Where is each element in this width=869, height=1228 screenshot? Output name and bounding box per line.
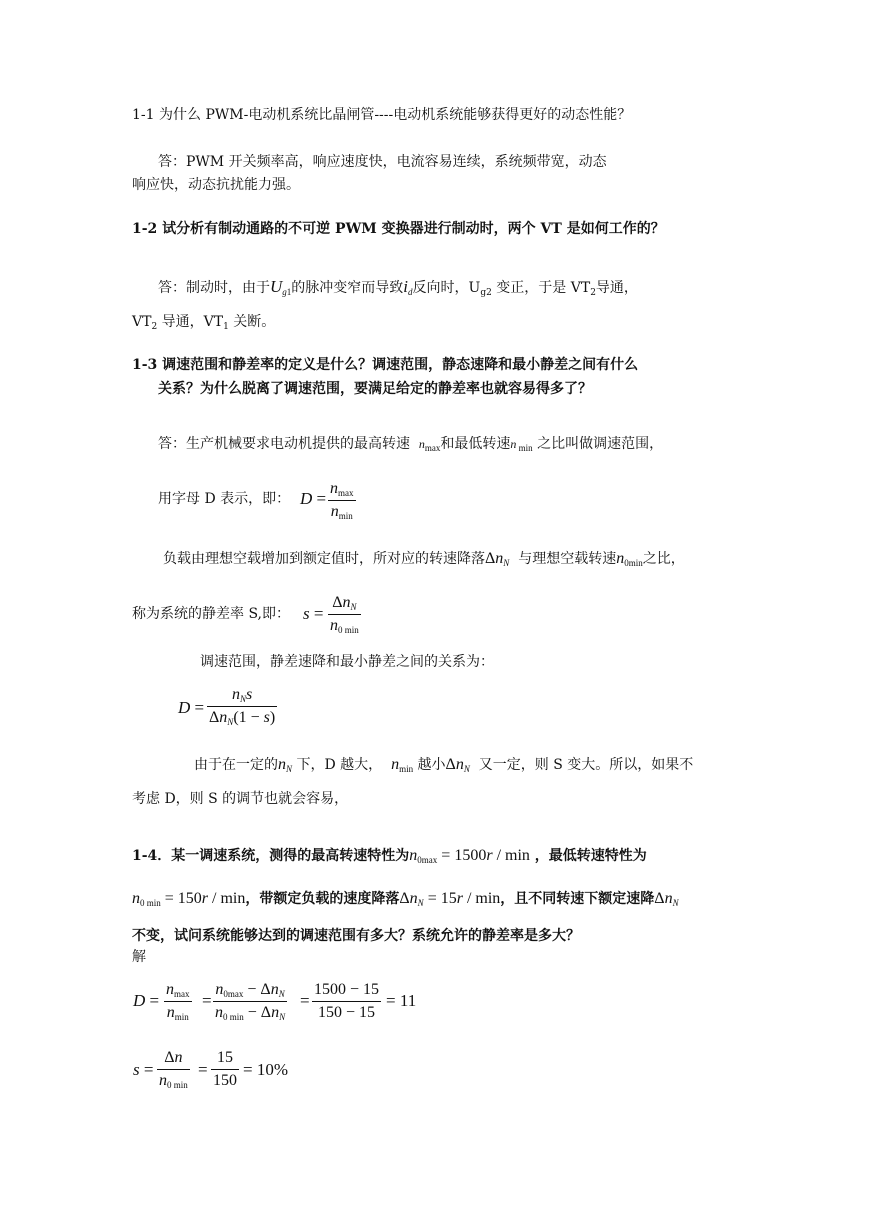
sol-D-frac2: $n_{0max} - \Delta n_N$ $n_{0 min} - \Delta n_N$ bbox=[215, 981, 286, 1022]
q3-answer-line6: 由于在一定的$n_N$ 下，D 越大， $n_{min}$ 越小$\Delta n_N$ 又一定，则 S 变大。所以，如果不 bbox=[194, 756, 694, 774]
q3-title-line1: 1-3 调速范围和静差率的定义是什么？调速范围，静态速降和最小静差之间有什么 bbox=[132, 357, 639, 373]
eq-relation-fraction: $n_Ns$ $\Delta n_N(1 - s)$ bbox=[209, 686, 276, 727]
sol-D-lhs: D = bbox=[133, 991, 160, 1010]
q3-answer-line4: 称为系统的静差率 S,即： bbox=[132, 606, 290, 622]
eq-D-fraction: $n_{max}$ $n_{min}$ bbox=[330, 480, 354, 521]
sol-s-frac1: Δn $n_{0 min}$ bbox=[159, 1049, 188, 1090]
q3-answer-line2: 用字母 D 表示，即： bbox=[158, 491, 291, 507]
q3-answer-line5: 调速范围，静差速降和最小静差之间的关系为： bbox=[200, 654, 494, 670]
q1-answer-line1: 答：PWM 开关频率高，响应速度快，电流容易连续，系统频带宽，动态 bbox=[158, 154, 607, 170]
q2-answer-line2: $VT_2$ 导通，$VT_1$ 关断。 bbox=[132, 314, 276, 332]
q2-title: 1-2 试分析有制动通路的不可逆 PWM 变换器进行制动时，两个 VT 是如何工作的？ bbox=[132, 221, 665, 237]
sol-D-result: = 11 bbox=[386, 991, 417, 1010]
q4-title-line2: $n_{0 min} = 150r / \min$，带额定负载的速度降落$\Delta n_N = 15r / \min$，且不同转速下额定速降$\Delta n_N$ bbox=[132, 890, 679, 908]
q4-solution-label: 解 bbox=[132, 949, 146, 965]
sol-D-frac3: 1500 − 15 150 − 15 bbox=[314, 981, 380, 1021]
q1-title: 1-1 为什么 PWM-电动机系统比晶闸管----电动机系统能够获得更好的动态性能？ bbox=[132, 107, 632, 123]
eq-s-lhs: s = bbox=[303, 604, 324, 623]
sol-D-eq2: = bbox=[300, 991, 310, 1010]
sol-s-eq1: = bbox=[198, 1060, 208, 1079]
q3-answer-line3: 负载由理想空载增加到额定值时，所对应的转速降落$\Delta n_N$ 与理想空载转速$n_{0min}$之比， bbox=[163, 550, 685, 568]
q1-answer-line2: 响应快，动态抗扰能力强。 bbox=[132, 177, 300, 193]
eq-D-lhs: D = bbox=[300, 489, 327, 508]
q4-title-line1: 1-4．某一调速系统，测得的最高转速特性为$n_{0max} = 1500r / \min$ ，最低转速特性为 bbox=[132, 847, 647, 865]
eq-s-fraction: $\Delta n_N$ $n_{0 min}$ bbox=[330, 594, 359, 635]
q4-title-line3: 不变，试问系统能够达到的调速范围有多大？系统允许的静差率是多大？ bbox=[132, 928, 580, 944]
q3-title-line2: 关系？为什么脱离了调速范围，要满足给定的静差率也就容易得多了？ bbox=[158, 381, 592, 397]
q2-answer-line1: 答：制动时，由于$U_{g1}$的脉冲变窄而导致$i_d$反向时，$U_{g2}$ 变正，于是 $VT_2$导通， bbox=[158, 277, 638, 298]
sol-s-lhs: s = bbox=[133, 1060, 154, 1079]
sol-D-frac1: $n_{max}$ $n_{min}$ bbox=[166, 981, 190, 1022]
q3-answer-line1: 答：生产机械要求电动机提供的最高转速 $n_{max}$和最低转速n $_{min}$ 之比叫做调速范围， bbox=[158, 436, 664, 453]
sol-s-frac2: 15 150 bbox=[213, 1049, 237, 1089]
sol-D-eq1: = bbox=[202, 991, 212, 1010]
q3-answer-line7: 考虑 D，则 S 的调节也就会容易， bbox=[132, 791, 349, 807]
sol-s-result: = 10% bbox=[243, 1060, 289, 1079]
eq-relation-lhs: D = bbox=[178, 698, 205, 717]
